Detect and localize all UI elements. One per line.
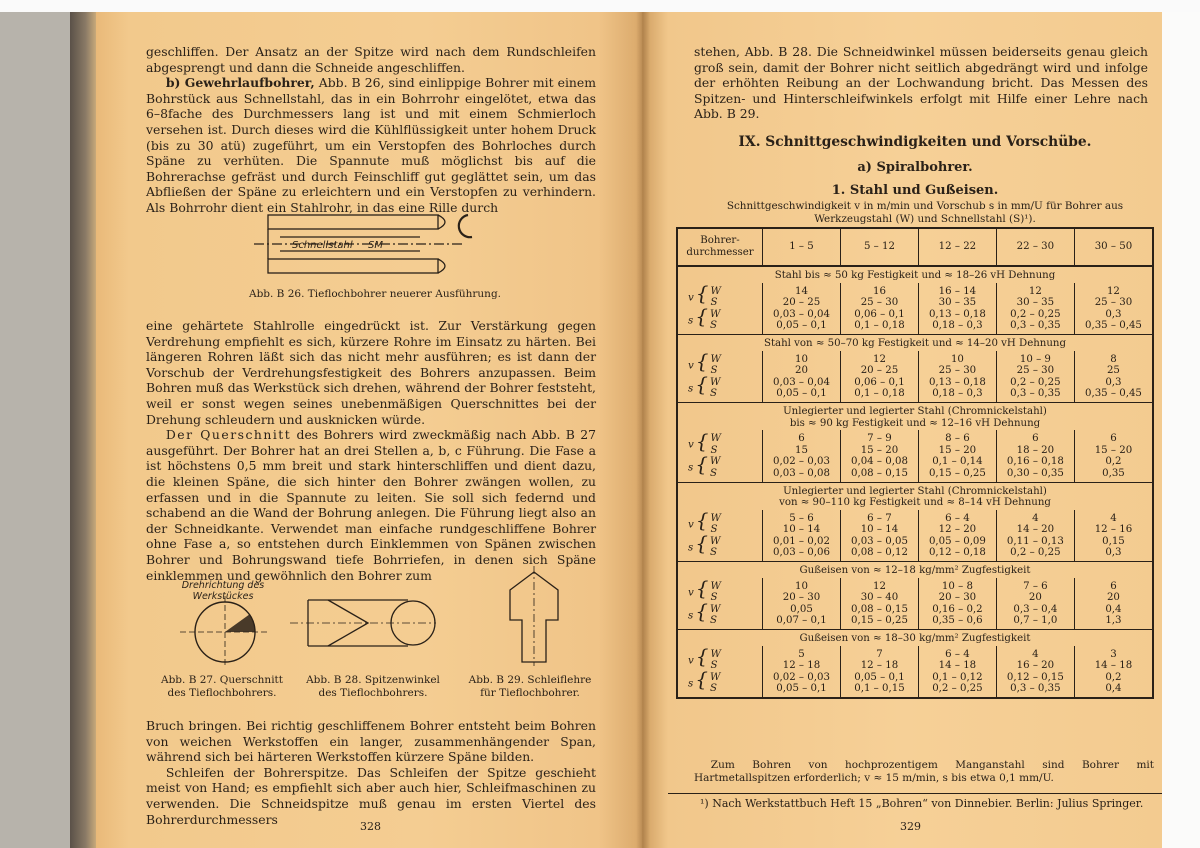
scan-right-margin	[1162, 12, 1200, 848]
speed-cell: 10 – 8 20 – 30	[918, 578, 996, 604]
feed-cell: 0,4 1,3	[1074, 604, 1153, 630]
table-note: Zum Bohren von hochprozentigem Manganstahl sind Bohrer mit Hartmetallspitzen erforderlich; v ≈ 15 m/min, s bis etwa 0,1 mm/U.	[694, 759, 1154, 784]
label-w: W	[710, 512, 721, 524]
label-s: S	[709, 467, 717, 479]
label-s: S	[710, 365, 718, 377]
feed-row	[677, 377, 1153, 403]
label-w: W	[710, 580, 721, 592]
speed-label	[677, 646, 763, 672]
header-col-1: 1 – 5	[763, 228, 841, 266]
label-s: S	[710, 592, 718, 604]
scan-top-margin	[0, 0, 1200, 12]
speed-row	[677, 646, 1153, 672]
fig26-label-sm: SM	[368, 240, 383, 251]
brace-icon: {	[695, 281, 709, 306]
header-col-4: 22 – 30	[996, 228, 1074, 266]
feed-cell: 0,05 – 0,1 0,1 – 0,15	[840, 672, 918, 698]
group-header-row	[677, 334, 1153, 350]
feed-cell: 0,06 – 0,1 0,1 – 0,18	[840, 309, 918, 335]
speed-row	[677, 283, 1153, 309]
speed-cell: 3 14 – 18	[1074, 646, 1153, 672]
label-s: S	[709, 683, 717, 695]
group-header-row	[677, 402, 1153, 430]
left-para-5: Bruch bringen. Bei richtig geschliffenem Bohrer entsteht beim Bohren von weichen Werkstoffen ein langer, zusammenhängender Span, während sich bei härteren Werkstoffen kürzere Späne bilden. Schleifen der Bohrerspitze. Das Schleifen der Spitze geschieht meist von Hand; es empfiehlt sich aber auch hier, Schleifmaschinen zu verwenden. Die Schneidspitze muß genau im ersten Viertel des Bohrerdurchmessers	[146, 718, 596, 827]
feed-cell: 0,03 – 0,05 0,08 – 0,12	[840, 536, 918, 562]
speed-row	[677, 351, 1153, 377]
symbol-s: s	[688, 462, 694, 474]
feed-cell: 0,03 – 0,04 0,05 – 0,1	[763, 309, 841, 335]
page-number-left: 328	[360, 820, 381, 833]
symbol-s: s	[688, 678, 694, 690]
feed-cell: 0,2 0,35	[1074, 456, 1153, 482]
feed-cell: 0,08 – 0,15 0,15 – 0,25	[840, 604, 918, 630]
figure-b28	[288, 578, 438, 668]
brace-icon: {	[695, 576, 709, 601]
speed-cell: 6 – 4 12 – 20	[918, 510, 996, 536]
symbol-v: v	[688, 587, 694, 599]
label-w: W	[709, 456, 721, 468]
speed-cell: 6 – 4 14 – 18	[918, 646, 996, 672]
fig29-caption: Abb. B 29. Schleiflehre für Tieflochbohrer.	[468, 674, 592, 699]
symbol-s: s	[688, 315, 694, 327]
material-labels	[711, 649, 721, 672]
feed-row	[677, 456, 1153, 482]
fig26-caption: Abb. B 26. Tieflochbohrer neuerer Ausführung.	[248, 288, 502, 300]
label-w: W	[709, 376, 721, 388]
feed-cell: 0,15 0,3	[1074, 536, 1153, 562]
cutting-speed-table	[676, 227, 1154, 699]
material-labels	[711, 513, 721, 536]
feed-cell: 0,16 – 0,18 0,30 – 0,35	[996, 456, 1074, 482]
label-s: S	[710, 660, 718, 672]
fig27-caption: Abb. B 27. Querschnitt des Tieflochbohrers.	[161, 674, 283, 699]
material-labels	[711, 286, 721, 309]
label-s: S	[710, 297, 718, 309]
feed-cell: 0,02 – 0,03 0,03 – 0,08	[763, 456, 841, 482]
page-number-right: 329	[900, 820, 921, 833]
fig28-caption: Abb. B 28. Spitzenwinkel des Tieflochbohrers.	[306, 674, 440, 699]
symbol-v: v	[688, 519, 694, 531]
group-title: Unlegierter und legierter Stahl (Chromnickelstahl) bis ≈ 90 kg Festigkeit und ≈ 12–16 vH Dehnung	[677, 402, 1153, 430]
gewehrlaufbohrer-label: b) Gewehrlaufbohrer,	[165, 75, 315, 91]
speed-cell: 14 20 – 25	[763, 283, 841, 309]
feed-cell: 0,05 0,07 – 0,1	[763, 604, 841, 630]
material-labels	[711, 581, 721, 604]
feed-label	[677, 372, 763, 403]
material-labels	[710, 456, 720, 479]
speed-cell: 8 – 6 15 – 20	[918, 430, 996, 456]
feed-label	[677, 667, 763, 698]
group-header-row	[677, 482, 1153, 510]
header-diameter: Bohrer-durchmesser	[677, 228, 763, 266]
feed-cell: 0,1 – 0,12 0,2 – 0,25	[918, 672, 996, 698]
label-w: W	[710, 648, 721, 660]
speed-cell: 12 20 – 25	[840, 351, 918, 377]
feed-cell: 0,03 – 0,04 0,05 – 0,1	[763, 377, 841, 403]
speed-cell: 10 20	[763, 351, 841, 377]
speed-cell: 10 20 – 30	[763, 578, 841, 604]
symbol-v: v	[688, 655, 694, 667]
brace-icon: {	[695, 372, 708, 397]
table-caption: Schnittgeschwindigkeit v in m/min und Vorschub s in mm/U für Bohrer aus Werkzeugstahl (W) und Schnellstahl (S)¹).	[726, 200, 1124, 225]
symbol-v: v	[688, 360, 694, 372]
label-w: W	[709, 671, 721, 683]
header-col-3: 12 – 22	[918, 228, 996, 266]
material-labels	[711, 354, 721, 377]
speed-cell: 6 15 – 20	[1074, 430, 1153, 456]
speed-cell: 4 16 – 20	[996, 646, 1074, 672]
feed-cell: 0,06 – 0,1 0,1 – 0,18	[840, 377, 918, 403]
speed-cell: 12 25 – 30	[1074, 283, 1153, 309]
table-body	[677, 266, 1153, 698]
label-w: W	[709, 308, 721, 320]
speed-row	[677, 430, 1153, 456]
speed-cell: 16 – 14 30 – 35	[918, 283, 996, 309]
material-labels	[710, 604, 720, 627]
label-w: W	[709, 535, 721, 547]
feed-row	[677, 309, 1153, 335]
material-labels	[710, 377, 720, 400]
speed-cell: 12 30 – 35	[996, 283, 1074, 309]
heading-stahl-gusseisen: 1. Stahl und Gußeisen.	[831, 183, 999, 198]
speed-cell: 12 30 – 40	[840, 578, 918, 604]
speed-row	[677, 510, 1153, 536]
brace-icon: {	[695, 644, 709, 669]
brace-icon: {	[695, 451, 708, 476]
speed-cell: 10 – 9 25 – 30	[996, 351, 1074, 377]
heading-spiralbohrer: a) Spiralbohrer.	[857, 160, 973, 175]
label-w: W	[710, 353, 721, 365]
label-s: S	[710, 444, 718, 456]
feed-cell: 0,11 – 0,13 0,2 – 0,25	[996, 536, 1074, 562]
label-s: S	[710, 524, 718, 536]
feed-label	[677, 599, 763, 630]
feed-cell: 0,2 – 0,25 0,3 – 0,35	[996, 309, 1074, 335]
group-header-row	[677, 266, 1153, 283]
gewehrlaufbohrer-text: Abb. B 26, sind einlippige Bohrer mit einem Bohrstück aus Schnellstahl, das in ein Bohrrohr eingelötet, etwa das 6–8fache des Durchmessers lang ist und mit einem Schmierloch versehen ist. Durch dieses wird die Kühlflüssigkeit unter hohem Druck (bis zu 30 atü) zugeführt, um ein Verstopfen des Bohrloches durch Späne zu verhüten. Die Spannute muß möglichst bis auf die Bohrerachse gefräst und durch Feinschliff gut geglättet sein, um das Abfließen der Späne zu erleichtern und ein Verstopfen zu verhindern. Als Bohrrohr dient ein Stahlrohr, in das eine Rille durch	[146, 75, 596, 215]
speed-cell: 4 12 – 16	[1074, 510, 1153, 536]
figure-b26	[250, 205, 500, 287]
brace-icon: {	[695, 531, 708, 556]
symbol-v: v	[688, 439, 694, 451]
speed-label	[677, 430, 763, 456]
speed-cell: 6 15	[763, 430, 841, 456]
label-s: S	[709, 320, 717, 332]
speed-label	[677, 510, 763, 536]
footnote: ¹) Nach Werkstattbuch Heft 15 „Bohren“ von Dinnebier. Berlin: Julius Springer.	[700, 797, 1144, 810]
speed-cell: 6 – 7 10 – 14	[840, 510, 918, 536]
left-para-3: eine gehärtete Stahlrolle eingedrückt ist. Zur Verstärkung gegen Verdrehung empfiehlt es sich, kürzere Rohre im Einsatz zu härten. Bei längeren Rohren läßt sich das nicht mehr ausführen; es ist dann der Vorschub der Verdrehungsfestigkeit des Bohrers anzupassen. Beim Bohren muß das Werkstück sich drehen, während der Bohrer feststeht, weil er sonst wegen seines unebenmäßigen Querschnittes bei der Drehung schleudern und ausknicken würde. Der Querschnitt des Bohrers wird zweckmäßig nach Abb. B 27 ausgeführt. Der Bohrer hat an drei Stellen a, b, c Führung. Die Fase a ist höchstens 0,5 mm breit und stark hinterschliffen und dient dazu, die kleinen Späne, die sich hinter den Bohrer zwängen wollen, zu erfassen und in die Spannute zu leiten. Sie soll sich federnd und schabend an die Wand der Bohrung anlegen. Die Führung liegt also an der Schneidkante. Verwendet man einfache rundgeschliffene Bohrer ohne Fase a, so entstehen durch Einklemmen von Spänen zwischen Bohrer und Bohrungswand tiefe Bohrriefen, in denen sich Späne einklemmen und gewöhnlich den Bohrer zum	[146, 318, 596, 583]
feed-label	[677, 451, 763, 482]
speed-label	[677, 351, 763, 377]
group-header-row	[677, 630, 1153, 646]
brace-icon: {	[695, 349, 709, 374]
right-para-1: stehen, Abb. B 28. Die Schneidwinkel müssen beiderseits genau gleich groß sein, damit der Bohrer nicht seitlich abgedrängt wird und infolge der erhöhten Reibung an der Lochwandung bricht. Das Messen des Spitzen- und Hinterschleifwinkels erfolgt mit Hilfe einer Lehre nach Abb. B 29.	[694, 44, 1148, 122]
feed-row	[677, 536, 1153, 562]
group-title: Gußeisen von ≈ 18–30 kg/mm² Zugfestigkeit	[677, 630, 1153, 646]
label-w: W	[709, 603, 721, 615]
feed-label	[677, 531, 763, 562]
feed-cell: 0,1 – 0,14 0,15 – 0,25	[918, 456, 996, 482]
querschnitt-label: Der Querschnitt	[165, 427, 292, 443]
feed-cell: 0,2 0,4	[1074, 672, 1153, 698]
speed-label	[677, 578, 763, 604]
feed-cell: 0,12 – 0,15 0,3 – 0,35	[996, 672, 1074, 698]
book-spine-edge	[70, 12, 96, 848]
figure-b29	[490, 566, 580, 666]
label-s: S	[709, 547, 717, 559]
fig26-label-schnellstahl: Schnellstahl	[292, 240, 353, 251]
feed-cell: 0,3 0,35 – 0,45	[1074, 377, 1153, 403]
speed-cell: 7 12 – 18	[840, 646, 918, 672]
material-labels	[711, 433, 721, 456]
header-col-5: 30 – 50	[1074, 228, 1153, 266]
speed-cell: 6 18 – 20	[996, 430, 1074, 456]
symbol-v: v	[688, 292, 694, 304]
feed-cell: 0,04 – 0,08 0,08 – 0,15	[840, 456, 918, 482]
speed-cell: 7 – 9 15 – 20	[840, 430, 918, 456]
material-labels	[710, 309, 720, 332]
material-labels	[710, 672, 720, 695]
speed-cell: 7 – 6 20	[996, 578, 1074, 604]
brace-icon: {	[695, 599, 708, 624]
material-labels	[710, 536, 720, 559]
speed-row	[677, 578, 1153, 604]
speed-cell: 4 14 – 20	[996, 510, 1074, 536]
feed-cell: 0,13 – 0,18 0,18 – 0,3	[918, 377, 996, 403]
label-s: S	[709, 615, 717, 627]
fig27-label: Drehrichtung des Werkstückes	[181, 580, 265, 602]
feed-cell: 0,05 – 0,09 0,12 – 0,18	[918, 536, 996, 562]
speed-cell: 10 25 – 30	[918, 351, 996, 377]
left-para-6: Schleifen der Bohrerspitze. Das Schleifen der Spitze geschieht meist von Hand; es empfiehlt sich aber auch hier, Schleifmaschinen zu verwenden. Die Schneidspitze muß genau im ersten Viertel des Bohrerdurchmessers	[146, 764, 596, 827]
feed-cell: 0,13 – 0,18 0,18 – 0,3	[918, 309, 996, 335]
feed-label	[677, 304, 763, 335]
left-para-1: geschliffen. Der Ansatz an der Spitze wird nach dem Rundschleifen abgesprengt und dann die Schneide angeschliffen. b) Gewehrlaufbohrer, Abb. B 26, sind einlippige Bohrer mit einem Bohrstück aus Schnellstahl, das in ein Bohrrohr eingelötet, etwa das 6–8fache des Durchmessers lang ist und mit einem Schmierloch versehen ist. Durch dieses wird die Kühlflüssigkeit unter hohem Druck (bis zu 30 atü) zugeführt, um ein Verstopfen des Bohrloches durch Späne zu verhüten. Die Spannute muß möglichst bis auf die Bohrerachse gefräst und durch Feinschliff gut geglättet sein, um das Abfließen der Späne zu erleichtern und ein Verstopfen zu verhindern. Als Bohrrohr dient ein Stahlrohr, in das eine Rille durch	[146, 44, 596, 215]
heading-schnittgeschwindigkeiten: IX. Schnittgeschwindigkeiten und Vorschübe.	[738, 134, 1092, 150]
feed-row	[677, 604, 1153, 630]
speed-cell: 16 25 – 30	[840, 283, 918, 309]
querschnitt-text: des Bohrers wird zweckmäßig nach Abb. B 27 ausgeführt. Der Bohrer hat an drei Stellen a, b, c Führung. Die Fase a ist höchstens 0,5 mm breit und stark hinterschliffen und dient dazu, die kleinen Späne, die sich hinter den Bohrer zwängen wollen, zu erfassen und in die Spannute zu leiten. Sie soll sich federnd und schabend an die Wand der Bohrung anlegen. Die Führung liegt also an der Schneidkante. Verwendet man einfache rundgeschliffene Bohrer ohne Fase a, so entstehen durch Einklemmen von Spänen zwischen Bohrer und Bohrungswand tiefe Bohrriefen, in denen sich Späne einklemmen und gewöhnlich den Bohrer zum	[146, 427, 596, 583]
speed-cell: 6 20	[1074, 578, 1153, 604]
brace-icon: {	[695, 428, 709, 453]
feed-cell: 0,3 0,35 – 0,45	[1074, 309, 1153, 335]
feed-cell: 0,02 – 0,03 0,05 – 0,1	[763, 672, 841, 698]
label-w: W	[710, 285, 721, 297]
symbol-s: s	[688, 542, 694, 554]
symbol-s: s	[688, 610, 694, 622]
book-gutter	[636, 12, 650, 848]
speed-label	[677, 283, 763, 309]
feed-row	[677, 672, 1153, 698]
speed-cell: 5 – 6 10 – 14	[763, 510, 841, 536]
group-title: Unlegierter und legierter Stahl (Chromnickelstahl) von ≈ 90–110 kg Festigkeit und ≈ 8–14 vH Dehnung	[677, 482, 1153, 510]
brace-icon: {	[695, 667, 708, 692]
brace-icon: {	[695, 304, 708, 329]
group-title: Gußeisen von ≈ 12–18 kg/mm² Zugfestigkeit	[677, 562, 1153, 578]
feed-cell: 0,16 – 0,2 0,35 – 0,6	[918, 604, 996, 630]
brace-icon: {	[695, 508, 709, 533]
symbol-s: s	[688, 383, 694, 395]
group-title: Stahl von ≈ 50–70 kg Festigkeit und ≈ 14–20 vH Dehnung	[677, 334, 1153, 350]
speed-cell: 8 25	[1074, 351, 1153, 377]
label-w: W	[710, 433, 721, 445]
label-s: S	[709, 388, 717, 400]
group-header-row	[677, 562, 1153, 578]
footnote-rule	[668, 793, 1162, 794]
header-col-2: 5 – 12	[840, 228, 918, 266]
group-title: Stahl bis ≈ 50 kg Festigkeit und ≈ 18–26 vH Dehnung	[677, 266, 1153, 283]
speed-cell: 5 12 – 18	[763, 646, 841, 672]
feed-cell: 0,2 – 0,25 0,3 – 0,35	[996, 377, 1074, 403]
feed-cell: 0,01 – 0,02 0,03 – 0,06	[763, 536, 841, 562]
feed-cell: 0,3 – 0,4 0,7 – 1,0	[996, 604, 1074, 630]
